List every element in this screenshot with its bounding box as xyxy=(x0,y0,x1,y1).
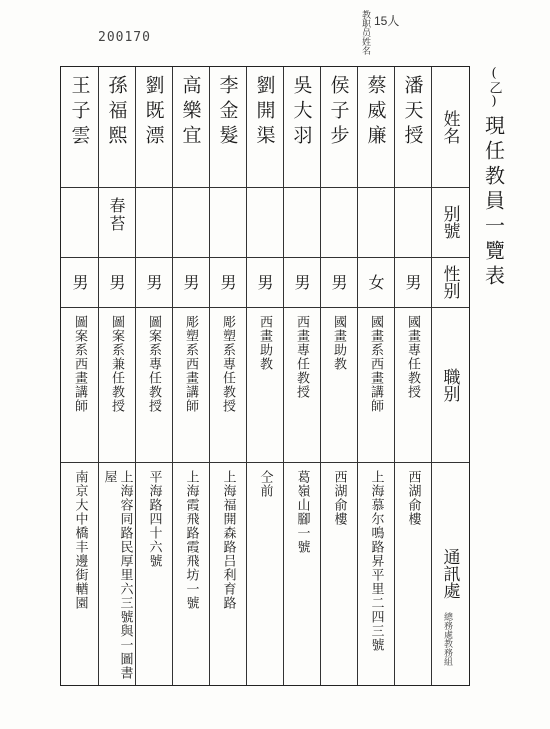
footnote: 總務處教務組 xyxy=(442,612,452,666)
row-10-sex: 男 xyxy=(70,274,89,290)
row-8-name: 劉既漂 xyxy=(142,75,165,150)
row-1-sex: 男 xyxy=(403,274,422,290)
row-7-name: 高樂宜 xyxy=(179,75,202,150)
row-10-name: 王子雲 xyxy=(68,75,91,150)
stamp-text: 教职员姓名 xyxy=(360,10,370,55)
row-6-address: 上海福開森路吕利育路 xyxy=(220,470,236,610)
row-6-name: 李金髮 xyxy=(216,75,239,150)
row-9-name: 孫福熙 xyxy=(105,75,128,150)
row-5-alias xyxy=(246,187,283,257)
row-8-job: 圖案系專任教授 xyxy=(146,315,161,413)
row-10-alias xyxy=(61,187,98,257)
row-4-address: 葛嶺山腳一號 xyxy=(294,470,310,554)
row-1-address: 西湖俞樓 xyxy=(405,470,421,526)
staff-table xyxy=(60,66,470,686)
row-9-address: 上海容同路民厚里六三號與一圖書屋 xyxy=(101,470,133,680)
row-4-name: 吳大羽 xyxy=(290,75,313,150)
header-sex: 性别 xyxy=(439,265,460,299)
row-2-name: 蔡威廉 xyxy=(364,75,387,150)
title-mark: (乙) xyxy=(486,66,502,109)
row-8-address: 平海路四十六號 xyxy=(146,470,162,568)
row-3-job: 國畫助教 xyxy=(331,315,346,371)
row-9-job: 圖案系兼任教授 xyxy=(109,315,124,413)
row-6-job: 彫塑系專任教授 xyxy=(220,315,235,413)
header-job: 職别 xyxy=(439,367,460,402)
header-address: 通訊處 xyxy=(439,548,460,599)
row-7-job: 彫塑系西畫講師 xyxy=(183,315,198,413)
archive-number: 200170 xyxy=(98,30,151,45)
row-6-sex: 男 xyxy=(218,274,237,290)
row-9-alias: 春苔 xyxy=(107,197,126,233)
row-1-name: 潘天授 xyxy=(401,75,424,150)
row-4-alias xyxy=(283,187,320,257)
row-8-sex: 男 xyxy=(144,274,163,290)
stamp-count: 15人 xyxy=(374,14,400,28)
row-5-name: 劉開渠 xyxy=(253,75,276,150)
row-3-address: 西湖俞樓 xyxy=(331,470,347,526)
header-name: 姓名 xyxy=(439,110,460,144)
row-5-job: 西畫助教 xyxy=(257,315,272,371)
row-7-sex: 男 xyxy=(181,274,200,290)
row-1-job: 國畫專任教授 xyxy=(405,315,420,399)
row-3-sex: 男 xyxy=(329,274,348,290)
row-7-address: 上海霞飛路霞飛坊一號 xyxy=(183,470,199,610)
row-2-sex: 女 xyxy=(366,274,385,290)
row-8-alias xyxy=(135,187,172,257)
row-3-name: 侯子步 xyxy=(327,75,350,150)
row-6-alias xyxy=(209,187,246,257)
row-9-sex: 男 xyxy=(107,274,126,290)
row-5-sex: 男 xyxy=(255,274,274,290)
row-10-address: 南京大中橋丰邊街輶園 xyxy=(72,470,88,610)
row-3-alias xyxy=(320,187,357,257)
row-2-address: 上海慕尔鳴路昇平里二四三號 xyxy=(368,470,384,652)
row-7-alias xyxy=(172,187,209,257)
row-2-alias xyxy=(357,187,394,257)
row-4-sex: 男 xyxy=(292,274,311,290)
header-alias: 别號 xyxy=(439,205,460,239)
row-4-job: 西畫專任教授 xyxy=(294,315,309,399)
row-2-job: 國畫系西畫講師 xyxy=(368,315,383,413)
table-title xyxy=(472,66,516,346)
row-1-alias xyxy=(394,187,431,257)
title-text: 現任教員一覽表 xyxy=(481,115,506,290)
row-10-job: 圖案系西畫講師 xyxy=(72,315,87,413)
row-5-address: 仝前 xyxy=(257,470,273,498)
